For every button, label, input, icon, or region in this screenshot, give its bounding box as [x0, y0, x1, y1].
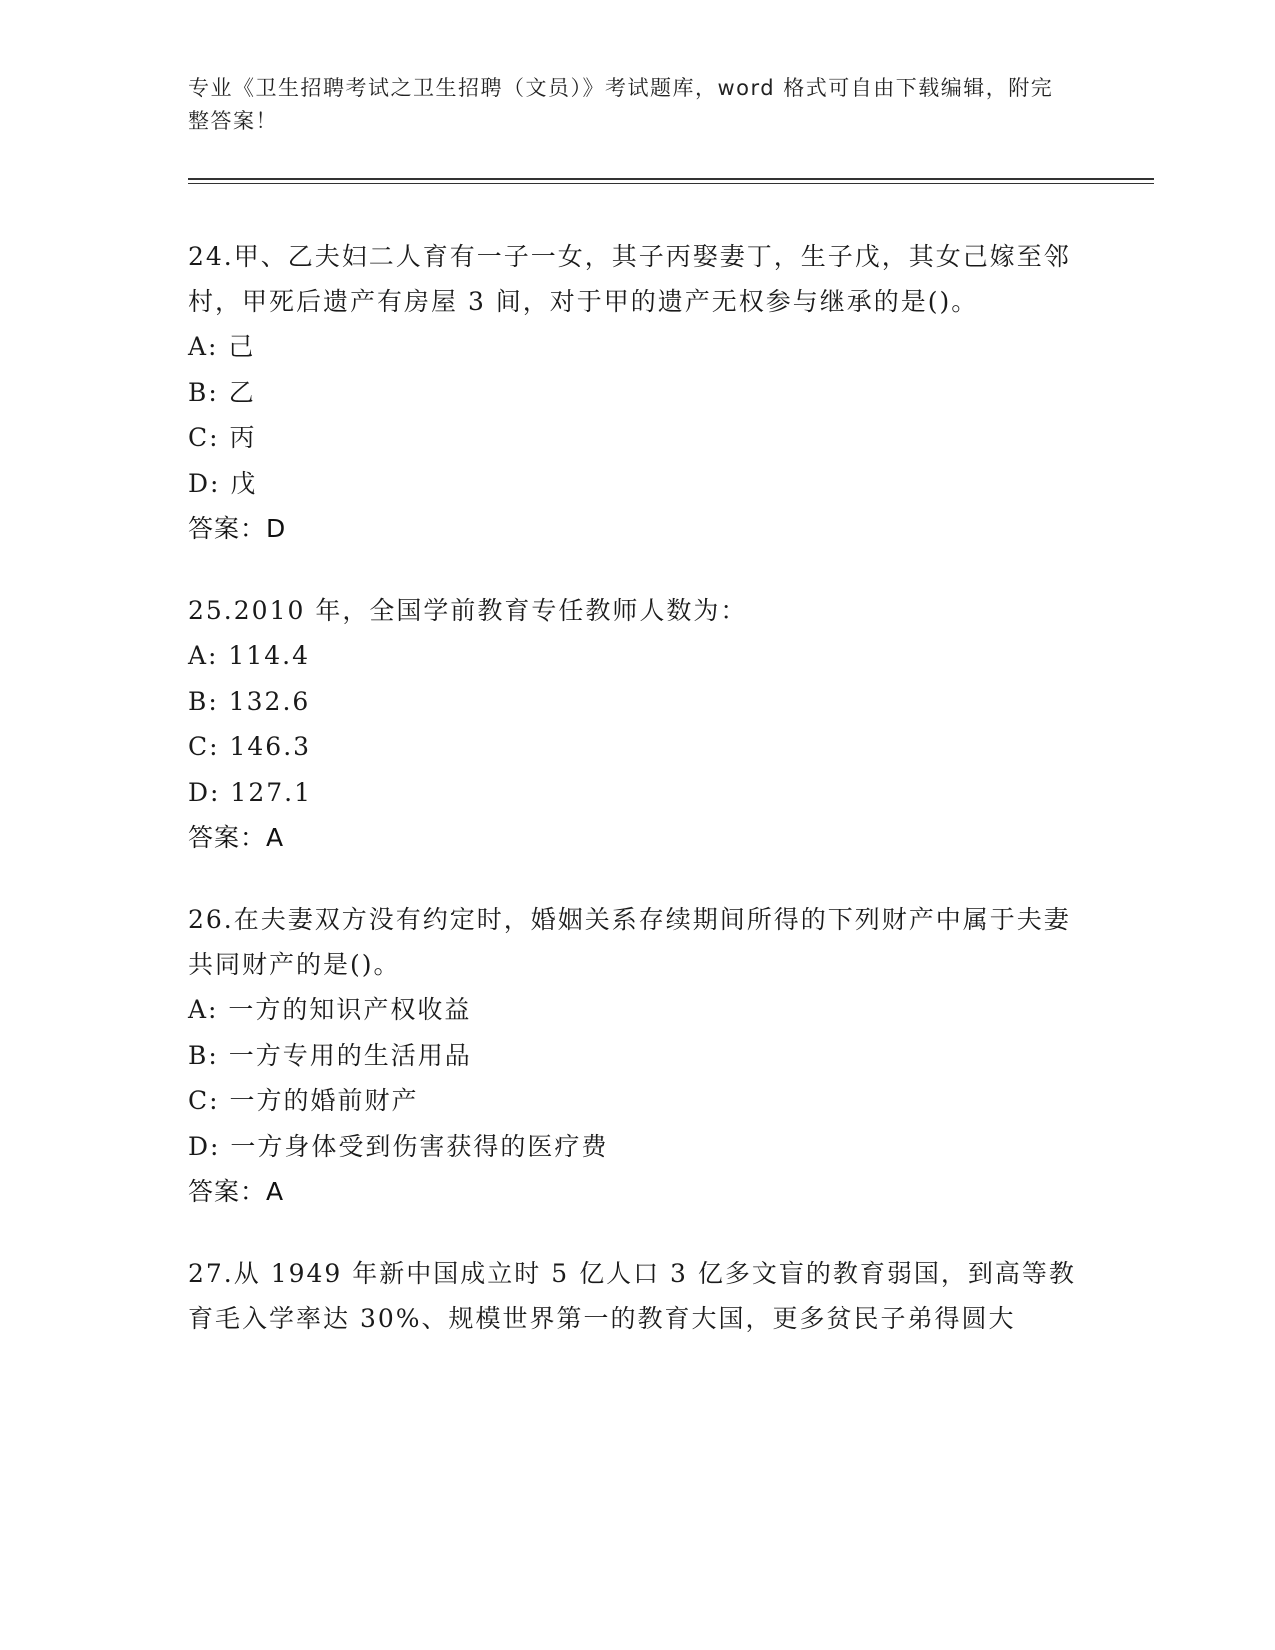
- document-header: 专业《卫生招聘考试之卫生招聘（文员）》考试题库，word 格式可自由下载编辑，附完整答案！: [188, 76, 1054, 133]
- header-divider: [188, 178, 1154, 180]
- option-d: D: 戊: [188, 468, 258, 498]
- option-a: A: 114.4: [188, 641, 310, 670]
- question-25: [188, 588, 1088, 860]
- question-list: [188, 234, 1088, 1378]
- option-c: C: 146.3: [188, 732, 312, 761]
- option-b: B: 一方专用的生活用品: [188, 1040, 472, 1070]
- option-a: A: 一方的知识产权收益: [188, 995, 472, 1024]
- question-stem: 26.在夫妻双方没有约定时，婚姻关系存续期间所得的下列财产中属于夫妻共同财产的是()。: [188, 905, 1071, 979]
- question-24: [188, 234, 1088, 551]
- answer-line: 答案：A: [188, 823, 285, 852]
- question-stem: 25.2010 年，全国学前教育专任教师人数为：: [188, 596, 748, 625]
- question-stem: 24.甲、乙夫妇二人育有一子一女，其子丙娶妻丁，生子戊，其女己嫁至邻村，甲死后遗产有房屋 3 间，对于甲的遗产无权参与继承的是()。: [188, 242, 1071, 316]
- option-d: D: 一方身体受到伤害获得的医疗费: [188, 1131, 609, 1161]
- option-b: B: 132.6: [188, 686, 311, 716]
- option-b: B: 乙: [188, 377, 256, 407]
- option-c: C: 丙: [188, 423, 257, 452]
- question-26: [188, 897, 1088, 1214]
- option-a: A: 己: [188, 332, 256, 361]
- option-d: D: 127.1: [188, 777, 312, 807]
- question-27: [188, 1251, 1088, 1341]
- option-c: C: 一方的婚前财产: [188, 1086, 419, 1115]
- answer-line: 答案：D: [188, 514, 287, 543]
- answer-line: 答案：A: [188, 1177, 285, 1206]
- question-stem: 27.从 1949 年新中国成立时 5 亿人口 3 亿多文盲的教育弱国，到高等教育毛入学率达 30%、规模世界第一的教育大国，更多贫民子弟得圆大: [188, 1259, 1076, 1333]
- header-divider-thin: [188, 183, 1154, 184]
